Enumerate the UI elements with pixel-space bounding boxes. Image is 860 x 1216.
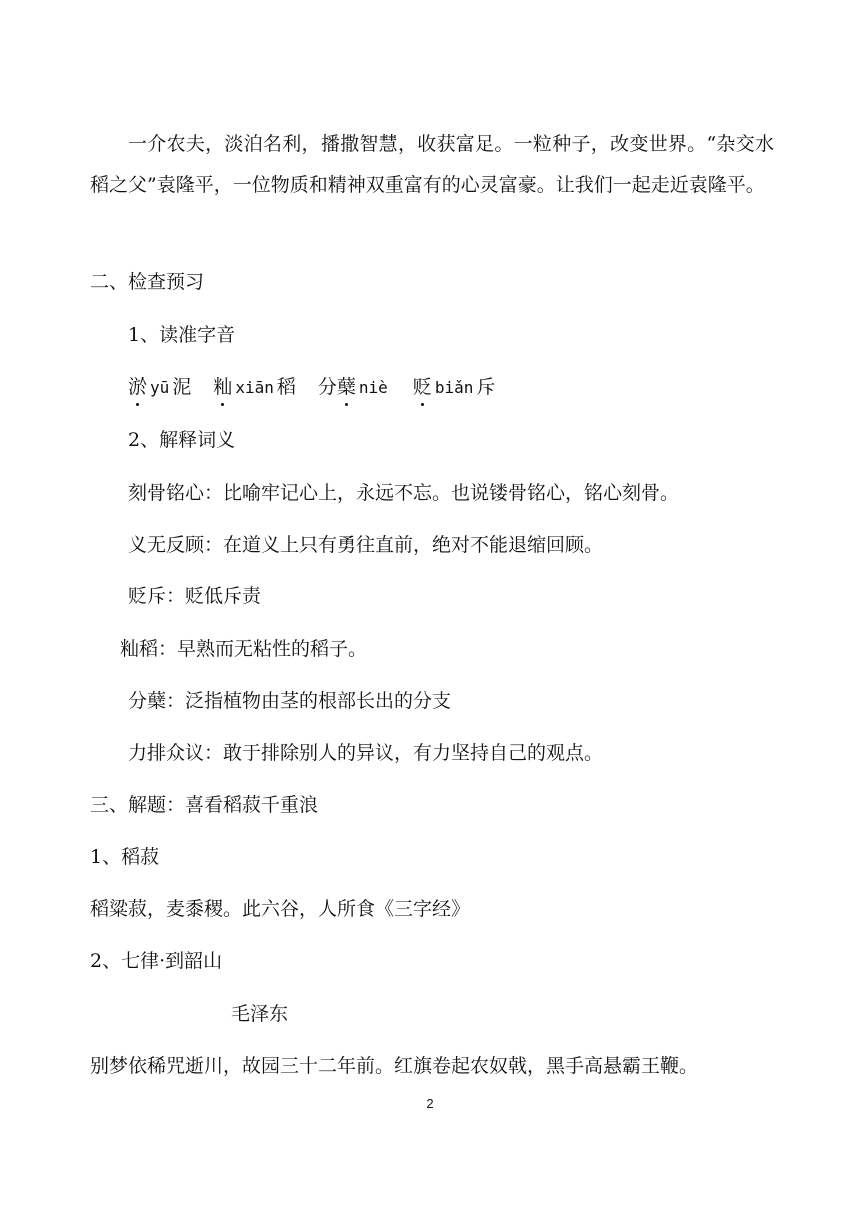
subheading-pronunciation: 1、读准字音 bbox=[128, 324, 236, 346]
definition-item: 力排众议：敢于排除别人的异议，有力坚持自己的观点。 bbox=[128, 742, 604, 764]
section-heading-preview: 二、检查预习 bbox=[90, 271, 205, 293]
page-number: 2 bbox=[426, 1096, 434, 1111]
poem-line: 别梦依稀咒逝川，故园三十二年前。红旗卷起农奴戟，黑手高悬霸王鞭。 bbox=[90, 1055, 699, 1077]
definition-item: 籼稻：早熟而无粘性的稻子。 bbox=[120, 638, 368, 660]
subheading-definitions: 2、解释词义 bbox=[128, 429, 236, 451]
pronunciation-item: 贬 biǎn 斥 bbox=[413, 376, 496, 398]
definition-item: 刻骨铭心：比喻牢记心上，永远不忘。也说镂骨铭心，铭心刻骨。 bbox=[128, 482, 680, 504]
poem-author: 毛泽东 bbox=[231, 1003, 289, 1025]
definition-item: 贬斥：贬低斥责 bbox=[128, 585, 262, 607]
quote-sanzijing: 稻粱菽，麦黍稷。此六谷，人所食《三字经》 bbox=[90, 898, 471, 920]
item-poem-title: 2、七律·到韶山 bbox=[90, 950, 223, 972]
intro-paragraph: 一介农夫，淡泊名利，播撒智慧，收获富足。一粒种子，改变世界。“杂交水稻之父”袁隆平，一位物质和精神双重富有的心灵富豪。让我们一起走近袁隆平。 bbox=[90, 133, 774, 196]
pronunciation-row bbox=[128, 371, 495, 404]
pronunciation-item: 淤 yū 泥 bbox=[128, 376, 191, 398]
definition-item: 义无反顾：在道义上只有勇往直前，绝对不能退缩回顾。 bbox=[128, 534, 604, 556]
definition-item: 分蘖：泛指植物由茎的根部长出的分支 bbox=[128, 690, 452, 712]
item-daoshu: 1、稻菽 bbox=[90, 846, 160, 868]
pronunciation-item: 籼 xiān 稻 bbox=[213, 376, 296, 398]
pronunciation-item: 分蘖 niè bbox=[318, 376, 391, 398]
section-heading-title-analysis: 三、解题：喜看稻菽千重浪 bbox=[90, 794, 319, 816]
